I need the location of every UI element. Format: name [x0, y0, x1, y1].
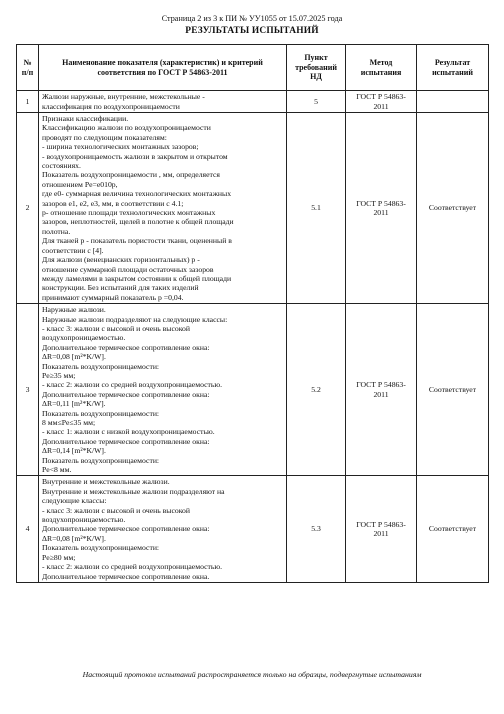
description-line: - класс 1: жалюзи с низкой воздухопроницаемостью. [42, 427, 215, 437]
indicator-description [39, 476, 287, 582]
description-line: воздухопроницаемостью. [42, 515, 126, 525]
description-line: воздухопроницаемостью. [42, 333, 126, 343]
row-number: 1 [17, 91, 39, 113]
description-line: Показатель воздухопроницаемости: [42, 361, 160, 371]
description-line: Показатель воздухопроницаемости: [42, 408, 160, 418]
description-line: между ламелями в закрытом состоянии к общей площади [42, 273, 232, 283]
description-line: 8 мм≤Pe≤35 мм; [42, 418, 96, 427]
description-line: зазоров e1, e2, e3, мм, в соответствии с 4.1; [42, 198, 184, 208]
description-line: Наружные жалюзи. [42, 305, 106, 315]
indicator-description [39, 113, 287, 304]
description-line: Дополнительное термическое сопротивление окна: [42, 389, 210, 399]
test-result: Соответствует [417, 113, 489, 304]
requirement-point: 5.3 [287, 476, 346, 582]
test-method: ГОСТ Р 54863-2011 [346, 113, 417, 304]
test-method: ГОСТ Р 54863-2011 [346, 304, 417, 476]
description-line: - класс 3: жалюзи с высокой и очень высокой [42, 505, 191, 515]
description-line: где e0- суммарная величина технологических монтажных [42, 189, 232, 199]
table-header-row [17, 45, 489, 91]
table-row [17, 91, 489, 113]
description-line: Показатель воздухопроницаемости , мм, определяется [42, 170, 220, 180]
page-header: Страница 2 из 3 к ПИ № УУ1055 от 15.07.2025 года [161, 14, 343, 23]
description-line: - класс 3: жалюзи с высокой и очень высокой [42, 323, 191, 333]
table-row [17, 113, 489, 304]
description-line: - ширина технологических монтажных зазоров; [42, 142, 199, 152]
results-table [16, 44, 489, 583]
description-line: полотна. [42, 226, 71, 236]
indicator-description [39, 91, 287, 113]
column-header-result: Результат испытаний [417, 45, 489, 91]
description-line: Внутренние и межстекольные жалюзи. [42, 477, 170, 487]
description-line: - класс 2: жалюзи со средней воздухопроницаемостью. [42, 380, 223, 390]
test-method: ГОСТ Р 54863-2011 [346, 476, 417, 582]
description-line: Классификацию жалюзи по воздухопроницаемости [42, 123, 211, 133]
table-body [17, 91, 489, 583]
indicator-description [39, 304, 287, 476]
column-header-indicator: Наименование показателя (характеристик) и критерий соответствия по ГОСТ Р 54863-2011 [39, 45, 287, 91]
description-line: ΔR=0,11 [m²*K/W]. [42, 399, 106, 409]
description-line: Дополнительное термическое сопротивление окна. [42, 571, 210, 581]
requirement-point: 5 [287, 91, 346, 113]
row-number: 4 [17, 476, 39, 582]
table-row [17, 476, 489, 582]
description-line: Pe≥35 мм; [42, 370, 76, 380]
requirement-point: 5.1 [287, 113, 346, 304]
description-line: Дополнительное термическое сопротивление окна: [42, 524, 210, 534]
description-line: Pe≥80 мм; [42, 552, 76, 562]
row-number: 3 [17, 304, 39, 476]
description-line: - воздухопроницаемость жалюзи в закрытом и открытом [42, 151, 228, 161]
description-line: Признаки классификации. [42, 114, 129, 123]
requirement-point: 5.2 [287, 304, 346, 476]
description-line: Показатель воздухопроницаемости: [42, 455, 160, 465]
description-line: отношение суммарной площади остаточных зазоров [42, 264, 214, 274]
test-result [417, 91, 489, 113]
description-line: ΔR=0,08 [m²*K/W]. [42, 352, 106, 362]
test-result: Соответствует [417, 476, 489, 582]
description-line: Показатель воздухопроницаемости: [42, 543, 160, 553]
description-line: отношением Pe=e010p, [42, 179, 118, 189]
test-result: Соответствует [417, 304, 489, 476]
description-line: проводят по следующим показателям: [42, 132, 167, 142]
description-line: Дополнительное термическое сопротивление окна: [42, 436, 210, 446]
description-line: зазоров, неплотностей, щелей в полотне к общей площади [42, 217, 234, 227]
description-line: классификация по воздухопроницаемости [42, 101, 180, 111]
description-line: - класс 2: жалюзи со средней воздухопроницаемостью. [42, 562, 223, 572]
description-line: Для тканей p - показатель пористости ткани, оцененный в [42, 236, 232, 246]
footer-note: Настоящий протокол испытаний распространяется только на образцы, подвергнутые испытаниям [82, 670, 422, 679]
column-header-requirement-point: Пункт требований НД [287, 45, 346, 91]
row-number: 2 [17, 113, 39, 304]
description-line: Внутренние и межстекольные жалюзи подразделяют на [42, 486, 225, 496]
description-line: p- отношение площади технологических монтажных [42, 208, 216, 218]
description-line: соответствии с [4]. [42, 245, 104, 255]
description-line: состояниях. [42, 161, 81, 171]
description-line: следующие классы: [42, 496, 107, 506]
description-line: Дополнительное термическое сопротивление окна: [42, 342, 210, 352]
description-line: Жалюзи наружные, внутренние, межстекольные - [42, 92, 205, 102]
description-line: Для жалюзи (венецианских горизонтальных) p - [42, 255, 200, 265]
description-line: ΔR=0,14 [m²*K/W]. [42, 446, 106, 456]
description-line: конструкции. Без испытаний для таких изделий [42, 283, 199, 293]
description-line: ΔR=0,08 [m²*K/W]. [42, 533, 106, 543]
description-line: Pe<8 мм. [42, 465, 72, 475]
table-row [17, 304, 489, 476]
column-header-number: № п/п [17, 45, 39, 91]
description-line: принимают суммарный показатель p =0,04. [42, 292, 184, 302]
description-line: Наружные жалюзи подразделяют на следующие классы: [42, 314, 228, 324]
test-method: ГОСТ Р 54863-2011 [346, 91, 417, 113]
page-title: РЕЗУЛЬТАТЫ ИСПЫТАНИЙ [185, 26, 319, 36]
column-header-test-method: Метод испытания [346, 45, 417, 91]
